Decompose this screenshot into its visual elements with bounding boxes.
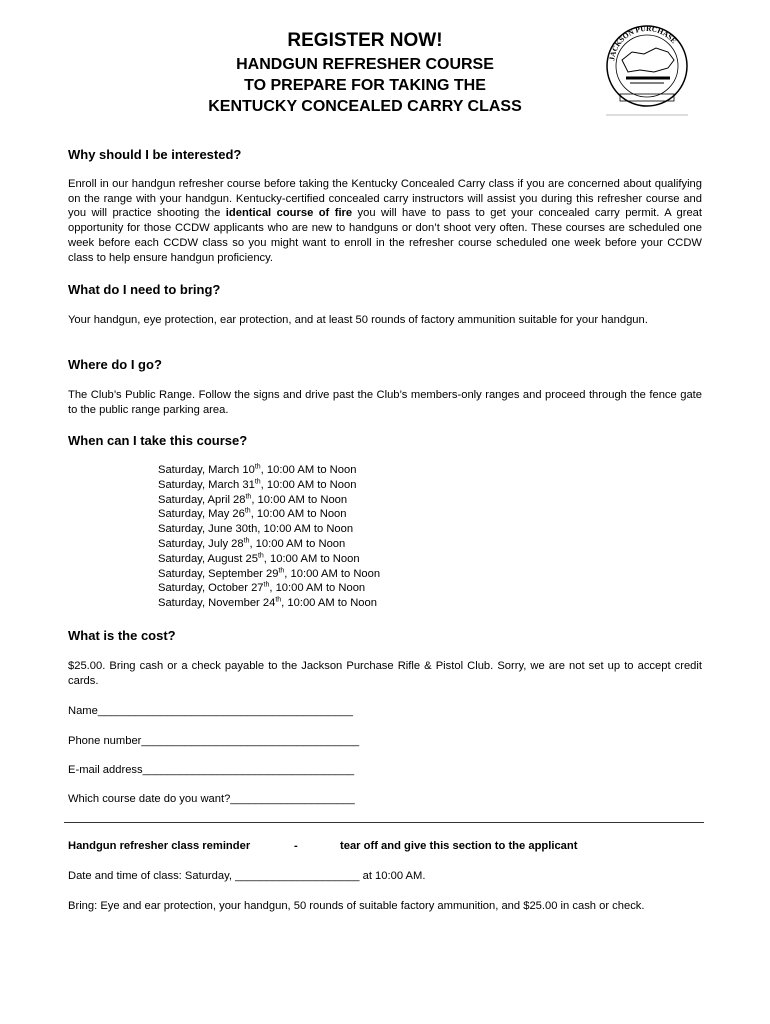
subtitle-line-3: KENTUCKY CONCEALED CARRY CLASS [208, 98, 522, 115]
schedule-item: Saturday, March 10th, 10:00 AM to Noon [158, 463, 357, 476]
schedule-item: Saturday, June 30th, 10:00 AM to Noon [158, 523, 354, 536]
schedule-item: Saturday, October 27th, 10:00 AM to Noon [158, 581, 366, 595]
name-field[interactable]: Name_________________________________________ [68, 705, 353, 717]
logo-text: JACKSON PURCHASE [607, 23, 679, 62]
reminder-instruction: tear off and give this section to the applicant [340, 840, 578, 852]
reminder-label: Handgun refresher class reminder [68, 840, 251, 852]
reminder-date-line: Date and time of class: Saturday, ____________________ at 10:00 AM. [68, 870, 426, 882]
reminder-bring-line: Bring: Eye and ear protection, your handgun, 50 rounds of suitable factory ammunition, and $25.00 in cash or check. [68, 900, 645, 912]
subtitle-line-2: TO PREPARE FOR TAKING THE [244, 77, 486, 94]
schedule-item: Saturday, September 29th, 10:00 AM to Noon [158, 566, 381, 580]
heading-when: When can I take this course? [68, 433, 248, 448]
heading-why: Why should I be interested? [68, 147, 242, 162]
tear-off-divider [64, 822, 704, 823]
schedule-item: Saturday, March 31th, 10:00 AM to Noon [158, 478, 357, 491]
schedule-item: Saturday, May 26th, 10:00 AM to Noon [158, 507, 347, 521]
reminder-dash: - [294, 840, 298, 852]
schedule-item: Saturday, July 28th, 10:00 AM to Noon [158, 537, 346, 550]
email-field[interactable]: E-mail address__________________________________ [68, 764, 355, 776]
schedule-list [158, 463, 380, 611]
subtitle-line-1: HANDGUN REFRESHER COURSE [236, 56, 494, 73]
paragraph-bring: Your handgun, eye protection, ear protection, and at least 50 rounds of factory ammunition suitable for your handgun. [68, 314, 648, 326]
page-title: REGISTER NOW! [287, 30, 443, 51]
heading-bring: What do I need to bring? [68, 282, 221, 297]
course-date-field[interactable]: Which course date do you want?____________________ [68, 793, 355, 805]
phone-field[interactable]: Phone number___________________________________ [68, 735, 360, 747]
paragraph-where: The Club’s Public Range. Follow the signs and drive past the Club’s members-only ranges and proceed through the fence gate to the public range parking area. [68, 389, 702, 416]
schedule-item: Saturday, November 24th, 10:00 AM to Noon [158, 596, 377, 610]
schedule-item: Saturday, August 25th, 10:00 AM to Noon [158, 552, 360, 565]
heading-where: Where do I go? [68, 357, 162, 372]
club-logo [604, 16, 690, 116]
heading-cost: What is the cost? [68, 628, 176, 643]
paragraph-why: Enroll in our handgun refresher course before taking the Kentucky Concealed Carry class if you are concerned about qualifying on the range with your handgun. Kentucky-certified concealed carry instructors will assist you during this refresher course and you will practice shooting the identical course of fire you will have to pass to get your concealed carry permit. A great opportunity for those CCDW applicants who are new to handguns or don’t shoot very often. These courses are scheduled one week before each CCDW class so you might want to enroll in the refresher course scheduled one week before your CCDW class to help ensure handgun proficiency. [68, 178, 702, 264]
schedule-item: Saturday, April 28th, 10:00 AM to Noon [158, 492, 348, 506]
paragraph-cost: $25.00. Bring cash or a check payable to the Jackson Purchase Rifle & Pistol Club. Sorry, we are not set up to accept credit cards. [68, 660, 702, 687]
